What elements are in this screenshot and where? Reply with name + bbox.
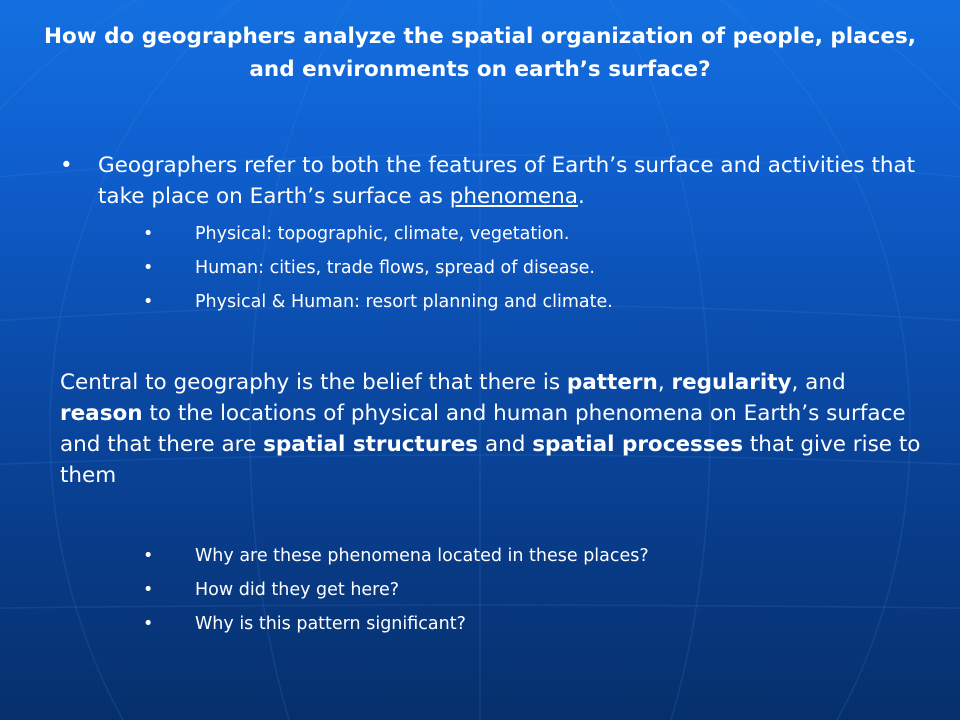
main-bullet-text-before: Geographers refer to both the features of Earth’s surface and activities that take place on Earth’s surface as bbox=[98, 153, 916, 209]
sub-bullet-physical bbox=[143, 222, 933, 246]
question-text: How did they get here? bbox=[195, 580, 400, 600]
central-paragraph bbox=[60, 367, 930, 491]
keyword-spatial-structures: spatial structures bbox=[263, 432, 479, 457]
bullet-marker: • bbox=[143, 292, 154, 312]
question-text: Why is this pattern significant? bbox=[195, 614, 466, 634]
bullet-marker: • bbox=[143, 258, 154, 278]
sub-bullet-text: Physical: topographic, climate, vegetation. bbox=[195, 224, 570, 244]
sub-bullet-text: Human: cities, trade flows, spread of disease. bbox=[195, 258, 595, 278]
sub-bullet-text: Physical & Human: resort planning and climate. bbox=[195, 292, 613, 312]
sub-bullet-physical-human bbox=[143, 290, 933, 314]
paragraph-text: to the locations of physical and human phenomena on Earth’s surface and that there are bbox=[60, 401, 906, 457]
slide-title: How do geographers analyze the spatial organization of people, places, and environments on earth’s surface? bbox=[44, 24, 916, 82]
question-bullet-why-located bbox=[143, 544, 933, 568]
paragraph-text: Central to geography is the belief that there is bbox=[60, 370, 567, 395]
bullet-marker: • bbox=[60, 153, 73, 178]
sub-bullet-human bbox=[143, 256, 933, 280]
paragraph-text: , and bbox=[791, 370, 846, 395]
keyword-pattern: pattern bbox=[566, 370, 658, 395]
paragraph-text: that give rise to them bbox=[60, 432, 921, 488]
keyword-regularity: regularity bbox=[671, 370, 792, 395]
bullet-marker: • bbox=[143, 580, 154, 600]
paragraph-text: and bbox=[478, 432, 533, 457]
question-bullet-how-here bbox=[143, 578, 933, 602]
paragraph-text: , bbox=[657, 370, 672, 395]
main-bullet-text-after: . bbox=[577, 184, 585, 209]
bullet-marker: • bbox=[143, 614, 154, 634]
main-bullet-text bbox=[98, 150, 930, 212]
main-bullet bbox=[60, 150, 930, 212]
bullet-marker: • bbox=[143, 224, 154, 244]
question-text: Why are these phenomena located in these places? bbox=[195, 546, 649, 566]
phenomena-term: phenomena bbox=[449, 184, 578, 209]
bullet-marker: • bbox=[143, 546, 154, 566]
keyword-spatial-processes: spatial processes bbox=[532, 432, 744, 457]
question-bullet-significant bbox=[143, 612, 933, 636]
keyword-reason: reason bbox=[60, 401, 143, 426]
